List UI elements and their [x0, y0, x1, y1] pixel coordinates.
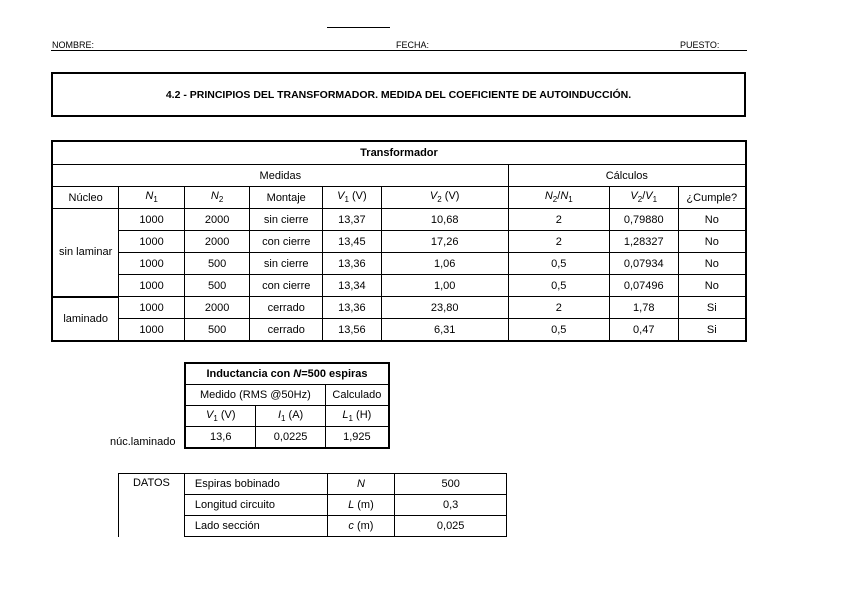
cell-cumple: Si: [678, 319, 746, 342]
column-headers: [52, 187, 746, 209]
cell-param: Longitud circuito: [184, 495, 327, 516]
cell-l1: 1,925: [325, 427, 389, 449]
cell-v2: 1,06: [381, 253, 508, 275]
col-montaje: Montaje: [250, 187, 323, 209]
cell-value: 0,025: [395, 516, 507, 537]
col-v2: $V_2$ (V): [381, 187, 508, 209]
page-title: 4.2 - PRINCIPIOS DEL TRANSFORMADOR. MEDIDA DEL COEFICIENTE DE AUTOINDUCCIÓN.: [51, 72, 746, 117]
cell-v1: 13,45: [323, 231, 382, 253]
cell-v2: 10,68: [381, 209, 508, 231]
cell-ratio-n: 2: [508, 231, 609, 253]
cell-n1: 1000: [119, 275, 185, 297]
cell-montaje: cerrado: [250, 297, 323, 319]
cell-n1: 1000: [119, 231, 185, 253]
cell-param: Espiras bobinado: [184, 474, 327, 495]
cell-n1: 1000: [119, 253, 185, 275]
table-row: [52, 231, 746, 253]
cell-symbol: c (m): [327, 516, 395, 537]
cell-value: 500: [395, 474, 507, 495]
cell-n1: 1000: [119, 319, 185, 342]
group-label: sin laminar: [52, 209, 119, 297]
cell-ratio-v: 1,78: [609, 297, 678, 319]
cell-ratio-n: 0,5: [508, 253, 609, 275]
col-nucleo: Núcleo: [52, 187, 119, 209]
cell-n2: 500: [184, 253, 250, 275]
table-row: [52, 253, 746, 275]
medidas-header: Medidas: [52, 165, 508, 187]
inductance-table: [184, 362, 390, 449]
col-ratio-v: $V_2/V_1$: [609, 187, 678, 209]
col-v1-measured: $V_1$ (V): [185, 406, 256, 427]
cell-ratio-v: 0,79880: [609, 209, 678, 231]
cell-value: 0,3: [395, 495, 507, 516]
cell-ratio-v: 1,28327: [609, 231, 678, 253]
table-row: [52, 297, 746, 319]
group-label: laminado: [52, 297, 119, 342]
cell-montaje: con cierre: [250, 231, 323, 253]
col-v1: $V_1$ (V): [323, 187, 382, 209]
cell-n2: 2000: [184, 297, 250, 319]
cell-i1: 0,0225: [256, 427, 325, 449]
table-row: [119, 474, 507, 495]
cell-cumple: No: [678, 209, 746, 231]
cell-v1: 13,34: [323, 275, 382, 297]
cell-cumple: No: [678, 275, 746, 297]
cell-montaje: sin cierre: [250, 209, 323, 231]
cell-symbol: L (m): [327, 495, 395, 516]
cell-cumple: No: [678, 253, 746, 275]
datos-label: [119, 474, 185, 537]
cell-v2: 1,00: [381, 275, 508, 297]
cell-v1: 13,36: [323, 253, 382, 275]
datos-label-text: DATOS: [132, 477, 170, 489]
datos-table: [118, 473, 507, 537]
cell-montaje: con cierre: [250, 275, 323, 297]
top-line: [327, 27, 390, 28]
cell-cumple: No: [678, 231, 746, 253]
cell-montaje: sin cierre: [250, 253, 323, 275]
cell-n1: 1000: [119, 209, 185, 231]
medido-header: Medido (RMS @50Hz): [185, 385, 325, 406]
header-underline: [51, 50, 747, 51]
table-row: [52, 319, 746, 342]
cell-n1: 1000: [119, 297, 185, 319]
cell-n2: 500: [184, 319, 250, 342]
cell-symbol: N: [327, 474, 395, 495]
cell-montaje: cerrado: [250, 319, 323, 342]
cell-v2: 6,31: [381, 319, 508, 342]
table-row: [52, 275, 746, 297]
fecha-label: FECHA:: [396, 40, 430, 50]
col-ratio-n: $N_2/N_1$: [508, 187, 609, 209]
calculos-header: Cálculos: [508, 165, 746, 187]
table-row: [52, 209, 746, 231]
cell-n2: 500: [184, 275, 250, 297]
nucleo-laminado-label: núc.laminado: [110, 436, 176, 448]
cell-ratio-v: 0,07496: [609, 275, 678, 297]
cell-v1: 13,6: [185, 427, 256, 449]
col-n1: $N_1$: [119, 187, 185, 209]
cell-ratio-v: 0,47: [609, 319, 678, 342]
col-i1: $I_1$ (A): [256, 406, 325, 427]
cell-n2: 2000: [184, 209, 250, 231]
cell-v1: 13,56: [323, 319, 382, 342]
cell-v1: 13,37: [323, 209, 382, 231]
puesto-label: PUESTO:: [680, 40, 720, 50]
cell-ratio-n: 0,5: [508, 275, 609, 297]
cell-cumple: Si: [678, 297, 746, 319]
cell-n2: 2000: [184, 231, 250, 253]
cell-v2: 23,80: [381, 297, 508, 319]
cell-ratio-v: 0,07934: [609, 253, 678, 275]
nombre-label: NOMBRE:: [52, 40, 95, 50]
col-l1: $L_1$ (H): [325, 406, 389, 427]
cell-v1: 13,36: [323, 297, 382, 319]
calculado-header: Calculado: [325, 385, 389, 406]
transformer-table: [51, 140, 747, 342]
col-n2: $N_2$: [184, 187, 250, 209]
cell-ratio-n: 2: [508, 209, 609, 231]
cell-v2: 17,26: [381, 231, 508, 253]
cell-ratio-n: 0,5: [508, 319, 609, 342]
table-row: [185, 427, 389, 449]
cell-ratio-n: 2: [508, 297, 609, 319]
transformer-title: Transformador: [52, 141, 746, 165]
cell-param: Lado sección: [184, 516, 327, 537]
col-cumple: ¿Cumple?: [678, 187, 746, 209]
inductance-title: Inductancia con N=500 espiras: [185, 363, 389, 385]
